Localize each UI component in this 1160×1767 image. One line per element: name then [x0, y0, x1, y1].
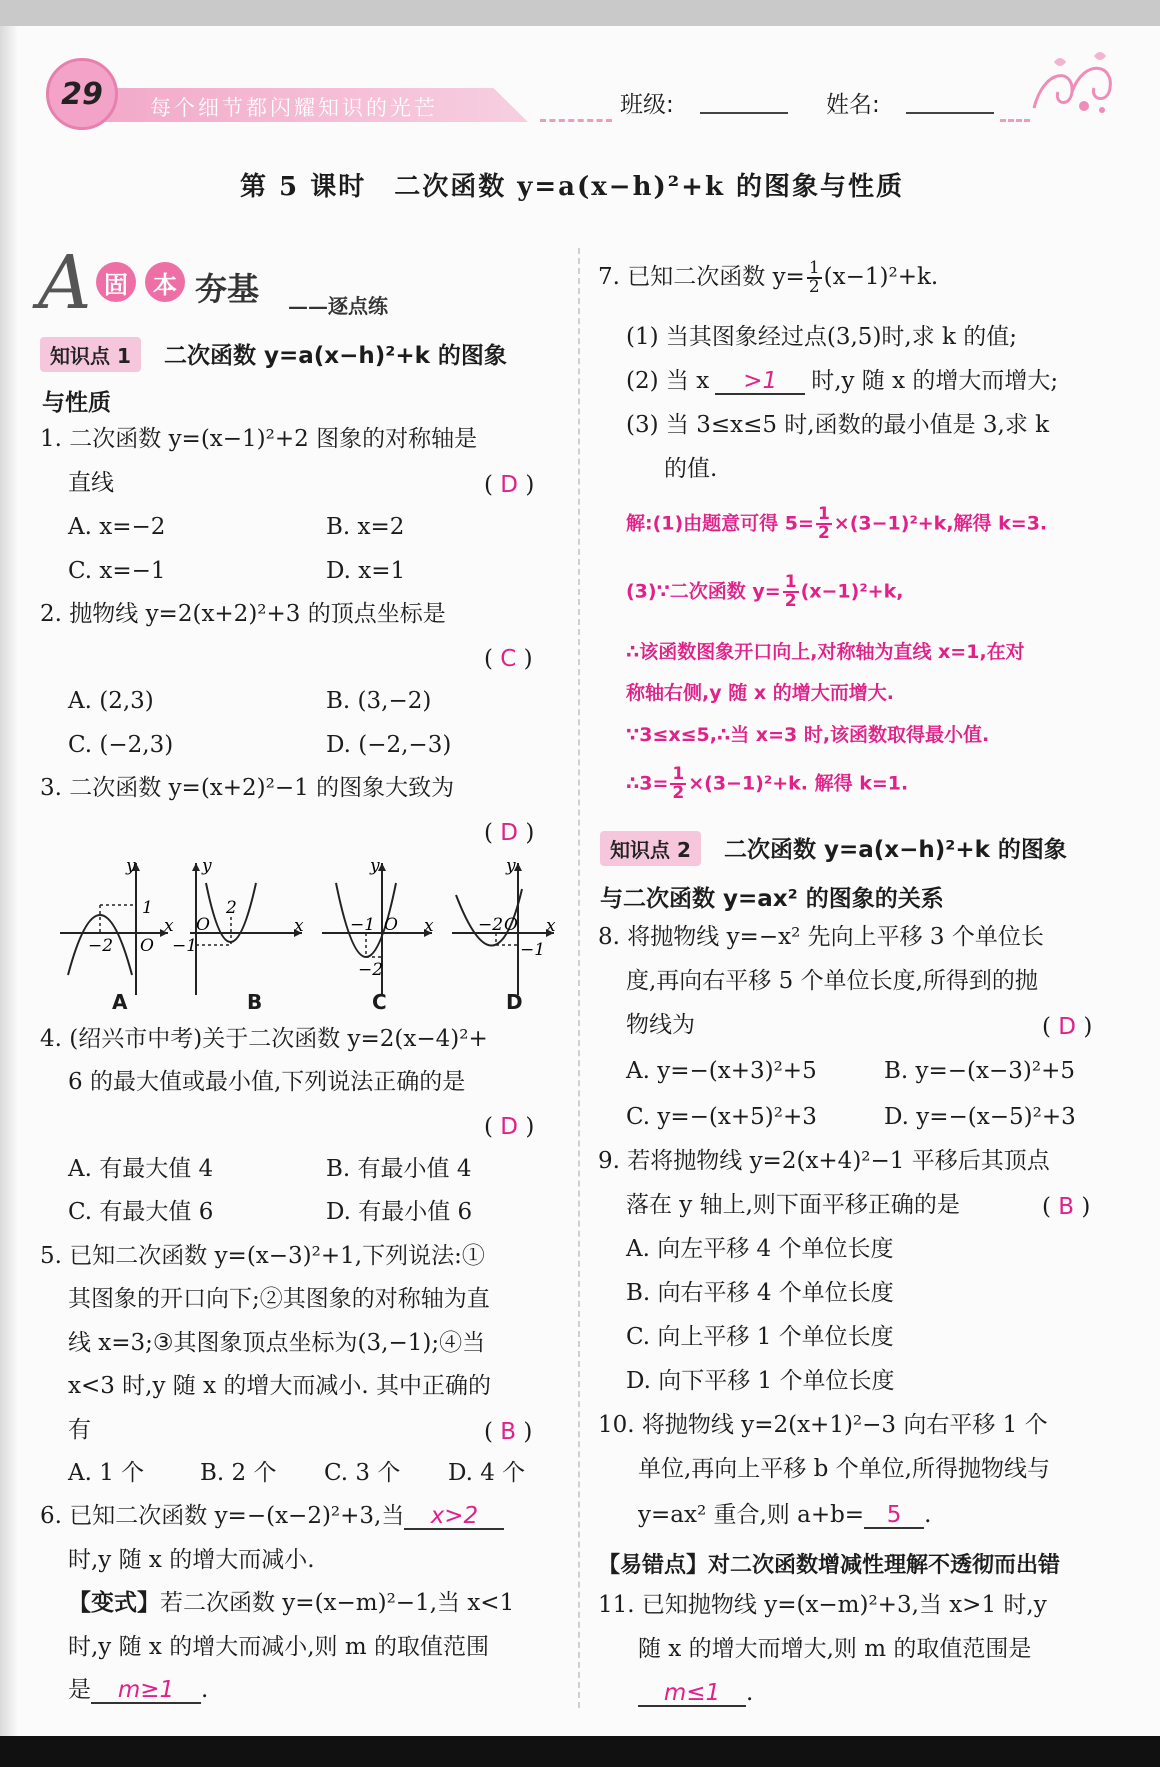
lesson-title: 第 5 课时 二次函数 y=a(x−h)²+k 的图象与性质 — [240, 172, 905, 202]
q7-solution-5: ∵3≤x≤5,∴当 x=3 时,该函数取得最小值. — [626, 724, 990, 746]
graph-b-origin: O — [196, 915, 210, 935]
section-letter: A — [38, 240, 92, 326]
graph-d-tick-2: −1 — [520, 940, 546, 960]
q4-stem-line2: 6 的最大值或最小值,下列说法正确的是 — [68, 1069, 466, 1095]
graph-b-tick-1: 2 — [226, 898, 237, 918]
q9-stem-line2: 落在 y 轴上,则下面平移正确的是 — [626, 1192, 960, 1218]
q7-sol2-frac-den: 2 — [784, 591, 797, 611]
q5-option-b: B. 2 个 — [200, 1460, 277, 1486]
q6-stem-line1 — [40, 1505, 504, 1530]
q5-stem-line4: x<3 时,y 随 x 的增大而减小. 其中正确的 — [68, 1373, 492, 1399]
q7-sol6-frac-num: 1 — [672, 764, 685, 784]
q2-option-b: B. (3,−2) — [326, 688, 432, 714]
graph-b — [172, 856, 304, 995]
flourish-icon — [1024, 48, 1124, 124]
q7-sol2-post: (x−1)²+k, — [800, 580, 904, 603]
q6-variant-line2: 时,y 随 x 的增大而减小,则 m 的取值范围 — [68, 1634, 489, 1660]
header-dash-1 — [540, 119, 612, 122]
q7-part1: (1) 当其图象经过点(3,5)时,求 k 的值; — [626, 324, 1018, 350]
q1-option-d: D. x=1 — [326, 558, 406, 584]
name-label: 姓名: — [826, 92, 880, 118]
q7-stem — [598, 260, 938, 296]
header-slogan: 每个细节都闪耀知识的光芒 — [150, 96, 438, 120]
kp1-title-line1: 二次函数 y=a(x−h)²+k 的图象 — [163, 343, 507, 369]
q7-sol1-post: ×(3−1)²+k,解得 k=3. — [833, 512, 1048, 535]
q2-answer-paren: ( C ) — [484, 646, 533, 672]
q7-sol1-pre: 解:(1)由题意可得 5= — [626, 512, 814, 535]
q3-answer: D — [500, 820, 519, 846]
graph-label-c: C — [372, 990, 387, 1014]
q1-option-a: A. x=−2 — [68, 514, 166, 540]
q2-answer: C — [500, 646, 517, 672]
page-edge-shadow — [0, 26, 18, 1736]
q5-stem-line1: 5. 已知二次函数 y=(x−3)²+1,下列说法:① — [40, 1243, 485, 1269]
q4-option-a: A. 有最大值 4 — [68, 1156, 214, 1182]
q1-option-b: B. x=2 — [326, 514, 405, 540]
q10-stem-pre: y=ax² 重合,则 a+b= — [638, 1502, 865, 1528]
q7-solution-1 — [626, 506, 1047, 542]
q6-stem-line2: 时,y 随 x 的增大而减小. — [68, 1547, 315, 1573]
q10-answer-blank[interactable]: 5 — [864, 1504, 924, 1529]
q7-solution-4: 称轴右侧,y 随 x 的增大而增大. — [626, 682, 894, 704]
section-subtitle: ——逐点练 — [288, 294, 388, 318]
q6-stem-text: 6. 已知二次函数 y=−(x−2)²+3,当 — [40, 1503, 405, 1529]
q1-answer-paren: ( D ) — [484, 472, 535, 498]
graph-a-y-label: y — [126, 856, 136, 876]
q4-stem-line1: 4. (绍兴市中考)关于二次函数 y=2(x−4)²+ — [40, 1026, 488, 1052]
q5-answer: B — [500, 1419, 517, 1445]
q1-stem-line2: 直线 — [68, 470, 114, 496]
q3-graphs — [60, 855, 560, 1005]
q4-answer-paren: ( D ) — [484, 1114, 535, 1140]
q7-solution-2 — [626, 574, 903, 610]
q10-stem-line1: 10. 将抛物线 y=2(x+1)²−3 向右平移 1 个 — [598, 1412, 1048, 1438]
q9-answer: B — [1058, 1194, 1075, 1220]
q7-part2 — [626, 370, 1058, 395]
q11-stem-line2: 随 x 的增大而增大,则 m 的取值范围是 — [638, 1636, 1032, 1662]
q8-stem-line1: 8. 将抛物线 y=−x² 先向上平移 3 个单位长 — [598, 924, 1044, 950]
graph-a-origin: O — [140, 936, 154, 956]
q7-frac-den: 2 — [808, 277, 820, 297]
q8-stem-line2: 度,再向右平移 5 个单位长度,所得到的抛 — [626, 968, 1038, 994]
graph-b-y-label: y — [202, 856, 212, 876]
q4-option-b: B. 有最小值 4 — [326, 1156, 472, 1182]
q7-stem-post: (x−1)²+k. — [823, 264, 939, 290]
error-point-title: 【易错点】对二次函数增减性理解不透彻而出错 — [598, 1553, 1061, 1578]
q6-variant-end: . — [201, 1677, 209, 1703]
q7-part3-line1: (3) 当 3≤x≤5 时,函数的最小值是 3,求 k — [626, 412, 1050, 438]
q5-option-d: D. 4 个 — [448, 1460, 526, 1486]
q7-sol2-frac-num: 1 — [784, 572, 797, 592]
kp2-heading — [600, 831, 1067, 866]
q11-answer-blank[interactable]: m≤1 — [638, 1682, 746, 1707]
graph-c-tick-1: −1 — [350, 915, 376, 935]
graph-c-y-label: y — [370, 856, 380, 876]
q8-option-b: B. y=−(x−3)²+5 — [884, 1058, 1076, 1084]
q3-answer-paren: ( D ) — [484, 820, 535, 846]
graph-b-tick-2: −1 — [172, 936, 198, 956]
q8-option-d: D. y=−(x−5)²+3 — [884, 1104, 1076, 1130]
q10-stem-line3 — [638, 1504, 931, 1529]
q1-stem-line1: 1. 二次函数 y=(x−1)²+2 图象的对称轴是 — [40, 426, 478, 452]
q5-stem-line5: 有 — [68, 1417, 91, 1443]
q5-stem-line3: 线 x=3;③其图象顶点坐标为(3,−1);④当 — [68, 1330, 486, 1356]
graph-label-a: A — [112, 990, 128, 1014]
graph-d-y-label: y — [506, 856, 516, 876]
q7-part2-pre: (2) 当 x — [626, 368, 710, 394]
q6-variant-label: 【变式】 — [68, 1590, 160, 1616]
kp2-title-line2: 与二次函数 y=ax² 的图象的关系 — [600, 886, 944, 912]
q8-option-c: C. y=−(x+5)²+3 — [626, 1104, 817, 1130]
graph-c-tick-2: −2 — [358, 960, 384, 980]
graph-a-x-label: x — [164, 916, 174, 936]
kp2-title-line1: 二次函数 y=a(x−h)²+k 的图象 — [723, 837, 1067, 863]
graph-d-x-label: x — [546, 916, 556, 936]
graph-a-tick-1: 1 — [142, 898, 153, 918]
q9-option-d: D. 向下平移 1 个单位长度 — [626, 1368, 895, 1394]
name-field[interactable] — [906, 112, 994, 114]
q10-stem-line2: 单位,再向上平移 b 个单位,所得抛物线与 — [638, 1456, 1050, 1482]
q6-variant-line3 — [68, 1679, 208, 1704]
q7-stem-pre: 7. 已知二次函数 y= — [598, 264, 805, 290]
q2-option-a: A. (2,3) — [68, 688, 154, 714]
class-label: 班级: — [620, 92, 674, 118]
q5-option-a: A. 1 个 — [68, 1460, 145, 1486]
q6-variant-text: 若二次函数 y=(x−m)²−1,当 x<1 — [160, 1590, 515, 1616]
q4-option-d: D. 有最小值 6 — [326, 1199, 473, 1225]
graph-label-b: B — [247, 990, 263, 1014]
kp2-tag: 知识点 2 — [600, 831, 701, 866]
q5-stem-line2: 其图象的开口向下;②其图象的对称轴为直 — [68, 1286, 490, 1312]
kp1-tag: 知识点 1 — [40, 337, 141, 372]
q7-sol1-frac-num: 1 — [817, 504, 830, 524]
q3-stem: 3. 二次函数 y=(x+2)²−1 的图象大致为 — [40, 775, 455, 801]
q7-sol1-frac-den: 2 — [817, 523, 830, 543]
graph-c — [322, 856, 434, 995]
q7-part3-line2: 的值. — [664, 456, 718, 482]
q2-option-c: C. (−2,3) — [68, 732, 174, 758]
kp1-title-line2: 与性质 — [42, 390, 111, 416]
graph-c-origin: O — [384, 915, 398, 935]
graph-a-tick-2: −2 — [88, 936, 114, 956]
q9-option-c: C. 向上平移 1 个单位长度 — [626, 1324, 894, 1350]
q1-option-c: C. x=−1 — [68, 558, 166, 584]
q7-part2-blank[interactable]: >1 — [715, 370, 805, 395]
q11-stem-line1: 11. 已知抛物线 y=(x−m)²+3,当 x>1 时,y — [598, 1592, 1047, 1618]
q7-sol6-pre: ∴3= — [626, 772, 669, 795]
q4-answer: D — [500, 1114, 519, 1140]
q8-answer: D — [1058, 1014, 1077, 1040]
graph-d-tick-1: −2 — [478, 915, 504, 935]
q8-option-a: A. y=−(x+3)²+5 — [626, 1058, 817, 1084]
q11-stem-line3 — [638, 1682, 753, 1707]
q8-stem-line3: 物线为 — [626, 1012, 695, 1038]
graph-d-origin: O — [504, 915, 518, 935]
q2-option-d: D. (−2,−3) — [326, 732, 452, 758]
q5-option-c: C. 3 个 — [324, 1460, 401, 1486]
bottom-strip — [0, 1736, 1160, 1767]
q2-stem: 2. 抛物线 y=2(x+2)²+3 的顶点坐标是 — [40, 601, 446, 627]
q7-solution-3: ∴该函数图象开口向上,对称轴为直线 x=1,在对 — [626, 641, 1025, 663]
section-title-rest: 夯基 — [195, 270, 260, 308]
graph-label-d: D — [506, 990, 523, 1014]
q5-answer-paren: ( B ) — [484, 1419, 533, 1445]
q7-sol6-frac-den: 2 — [672, 783, 685, 803]
q4-option-c: C. 有最大值 6 — [68, 1199, 214, 1225]
q9-option-b: B. 向右平移 4 个单位长度 — [626, 1280, 894, 1306]
column-divider — [578, 248, 580, 1708]
q9-stem-line1: 9. 若将抛物线 y=2(x+4)²−1 平移后其顶点 — [598, 1148, 1050, 1174]
graph-d — [452, 856, 556, 995]
q7-part2-post: 时,y 随 x 的增大而增大; — [811, 368, 1059, 394]
q7-sol2-pre: (3)∵二次函数 y= — [626, 580, 781, 603]
graph-a — [60, 856, 174, 995]
section-char-2: 本 — [145, 262, 185, 302]
class-field[interactable] — [700, 112, 788, 114]
graph-c-x-label: x — [424, 916, 434, 936]
q9-answer-paren: ( B ) — [1042, 1194, 1091, 1220]
q7-frac-num: 1 — [808, 258, 820, 278]
q6-variant-line1 — [68, 1592, 514, 1615]
top-strip — [0, 0, 1160, 26]
q1-answer: D — [500, 472, 519, 498]
graph-b-x-label: x — [294, 916, 304, 936]
q9-option-a: A. 向左平移 4 个单位长度 — [626, 1236, 894, 1262]
section-a-heading — [38, 240, 458, 326]
q11-end: . — [746, 1680, 754, 1706]
q7-solution-6 — [626, 766, 908, 802]
q6-answer-blank[interactable]: x>2 — [404, 1505, 504, 1530]
q6-variant-stem: 是 — [68, 1677, 91, 1703]
kp1-heading — [40, 337, 507, 372]
q10-stem-post: . — [924, 1502, 932, 1528]
q6-variant-blank[interactable]: m≥1 — [91, 1679, 201, 1704]
q8-answer-paren: ( D ) — [1042, 1014, 1093, 1040]
q7-sol6-post: ×(3−1)²+k. 解得 k=1. — [688, 772, 909, 795]
section-char-1: 固 — [96, 262, 136, 302]
page-number: 29 — [46, 58, 118, 130]
